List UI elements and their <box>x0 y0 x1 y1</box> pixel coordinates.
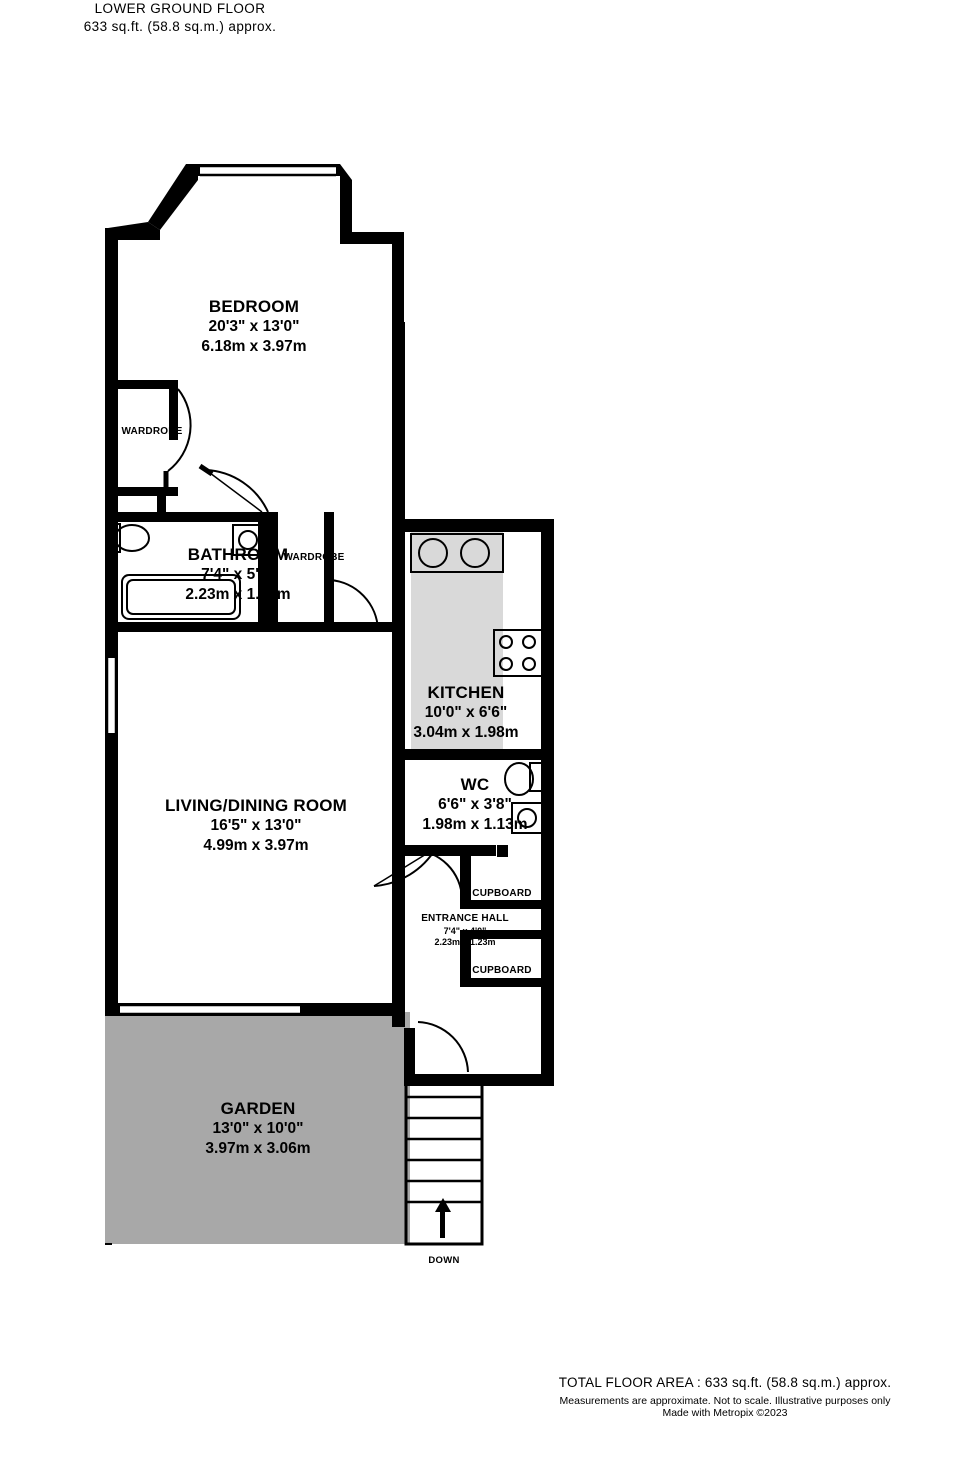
room-label-wc: WC 6'6" x 3'8" 1.98m x 1.13m <box>422 775 528 833</box>
plan-footer <box>480 1375 970 1419</box>
label-cupboard-1: CUPBOARD <box>472 888 532 899</box>
staircase <box>406 1076 482 1244</box>
label-cupboard-2: CUPBOARD <box>472 965 532 976</box>
plan-area: 633 sq.ft. (58.8 sq.m.) approx. <box>83 19 277 35</box>
room-label-living-dining: LIVING/DINING ROOM 16'5" x 13'0" 4.99m x 3.97m <box>164 796 348 854</box>
room-label-entrance-hall: ENTRANCE HALL 7'4" x 4'0" 2.23m x 1.23m <box>421 913 509 947</box>
disclaimer-text: Measurements are approximate. Not to scale. Illustrative purposes only <box>559 1395 891 1407</box>
room-label-kitchen: KITCHEN 10'0" x 6'6" 3.04m x 1.98m <box>413 683 519 741</box>
room-label-bathroom: BATHROOM 7'4" x 5'8" 2.23m x 1.72m <box>185 545 291 603</box>
plan-title: LOWER GROUND FLOOR <box>94 1 266 16</box>
room-label-garden: GARDEN 13'0" x 10'0" 3.97m x 3.06m <box>205 1099 311 1157</box>
label-wardrobe-1: WARDROBE <box>121 426 183 437</box>
room-label-bedroom: BEDROOM 20'3" x 13'0" 6.18m x 3.97m <box>201 297 307 355</box>
label-wardrobe-2: WARDROBE <box>283 552 345 563</box>
label-stairs-down: DOWN <box>428 1255 460 1266</box>
total-floor-area: TOTAL FLOOR AREA : 633 sq.ft. (58.8 sq.m.) approx. <box>558 1375 892 1390</box>
credit-text: Made with Metropix ©2023 <box>662 1407 788 1419</box>
